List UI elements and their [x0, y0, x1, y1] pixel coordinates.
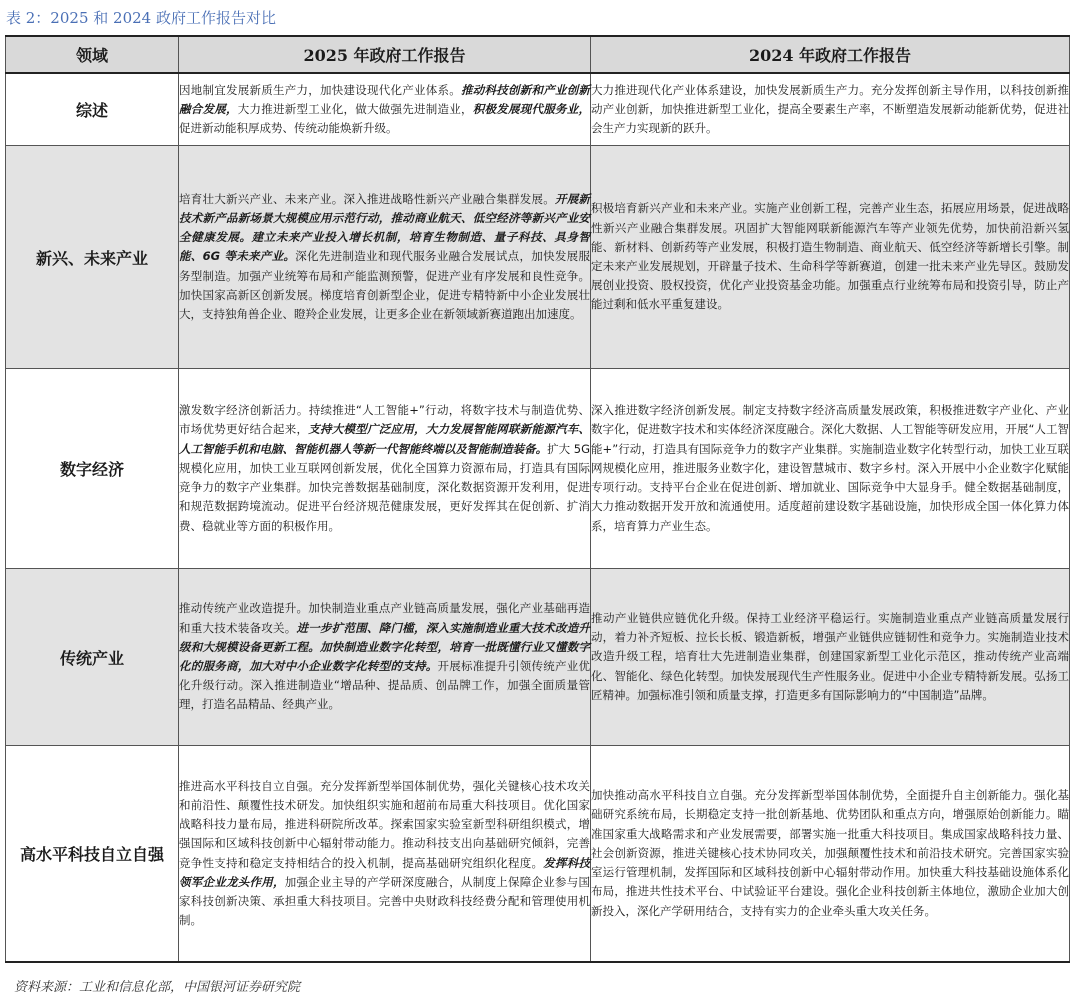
report-2025-cell: [179, 146, 591, 369]
table-row: [6, 73, 1070, 146]
emphasis-text: 积极发展现代服务业，: [472, 101, 590, 116]
body-text: 大力推进新型工业化，做大做强先进制造业，: [237, 101, 473, 116]
report-2025-cell: [179, 746, 591, 963]
report-2024-cell: [591, 146, 1070, 369]
header-domain: 领域: [6, 36, 179, 73]
domain-cell: 综述: [6, 73, 179, 146]
table-row: [6, 146, 1070, 369]
report-2025-cell: [179, 369, 591, 569]
emphasis-text: 进一步扩范围、降门槛，深入实施制造业重大技术改造升级和大规模设备更新工程。加快制造业数字化转型，培育一批既懂行业又懂数字化的服务商，加大对中小企业数字化转型的支持。: [179, 620, 590, 673]
body-text: 促进新动能积厚成势、传统动能焕新升级。: [179, 121, 398, 136]
source-note: 资料来源：工业和信息化部，中国银河证券研究院: [14, 980, 301, 995]
body-text: 加强企业主导的产学研深度融合，从制度上保障企业参与国家科技创新决策、承担重大科技项目。完善中央财政科技经费分配和管理使用机制。: [179, 874, 590, 928]
report-2024-text: 大力推进现代化产业体系建设，加快发展新质生产力。充分发挥创新主导作用，以科技创新推动产业创新，加快推进新型工业化，提高全要素生产率，不断塑造发展新动能新优势，促进社会生产力实现新的跃升。: [591, 82, 1069, 136]
table-row: [6, 746, 1070, 963]
body-text: 深化先进制造业和现代服务业融合发展试点，加快发展服务型制造。加强产业统筹布局和产能监测预警，促进产业有序发展和良性竞争。加快国家高新区创新发展。梯度培育创新型企业，促进专精特新中小企业发展壮大，支持独角兽企业、瞪羚企业发展，让更多企业在新领域新赛道跑出加速度。: [179, 249, 590, 321]
report-2025-cell: [179, 73, 591, 146]
domain-cell: 新兴、未来产业: [6, 146, 179, 369]
table-caption: 表 2：2025 和 2024 政府工作报告对比: [6, 9, 276, 27]
report-2025-cell: [179, 569, 591, 746]
report-2024-cell: [591, 369, 1070, 569]
header-2025: 2025 年政府工作报告: [179, 36, 591, 73]
header-2024: 2024 年政府工作报告: [591, 36, 1070, 73]
table-row: [6, 569, 1070, 746]
body-text: 培育壮大新兴产业、未来产业。深入推进战略性新兴产业融合集群发展。: [179, 191, 555, 206]
report-2025-text: [179, 777, 590, 931]
domain-cell: 传统产业: [6, 569, 179, 746]
body-text: 激发数字经济创新活力。持续推进“人工智能+”行动，将数字技术与制造优势、市场优势更好结合起来，: [179, 403, 590, 437]
report-2024-text: 加快推动高水平科技自立自强。充分发挥新型举国体制优势，全面提升自主创新能力。强化基础研究系统布局，长期稳定支持一批创新基地、优势团队和重点方向，增强原始创新能力。瞄准国家重大战略需求和产业发展需要，部署实施一批重大科技项目。集成国家战略科技力量、社会创新资源，推进关键核心技术协同攻关，加强颠覆性技术和前沿技术研究。完善国家实验室运行管理机制，发挥国际和区域科技创新中心辐射带动作用。加快重大科技基础设施体系化布局，推进共性技术平台、中试验证平台建设。强化企业科技创新主体地位，激励企业加大创新投入，深化产学研用结合，支持有实力的企业牵头重大攻关任务。: [591, 788, 1069, 918]
emphasis-text: 开展新技术新产品新场景大规模应用示范行动，推动商业航天、低空经济等新兴产业安全健康发展。建立未来产业投入增长机制，培育生物制造、量子科技、具身智能、6G 等未来产业。: [179, 191, 590, 264]
table-row: [6, 369, 1070, 569]
body-text: 推进高水平科技自立自强。充分发挥新型举国体制优势，强化关键核心技术攻关和前沿性、颠覆性技术研发。加快组织实施和超前布局重大科技项目。优化国家战略科技力量布局，推进科研院所改革。探索国家实验室新型科研组织模式，增强国际和区域科技创新中心辐射带动能力。推动科技支出向基础研究倾斜，完善竞争性支持和稳定支持相结合的投入机制，提高基础研究组织化程度。: [179, 778, 590, 870]
emphasis-text: 发挥科技领军企业龙头作用，: [179, 855, 590, 889]
report-2025-text: [179, 599, 590, 714]
report-2025-text: [179, 190, 590, 324]
table-header-row: [6, 36, 1070, 73]
body-text: 推动传统产业改造提升。加快制造业重点产业链高质量发展，强化产业基础再造和重大技术装备攻关。: [179, 601, 590, 635]
domain-cell: 高水平科技自立自强: [6, 746, 179, 963]
body-text: 扩大 5G 规模化应用，加快工业互联网创新发展，优化全国算力资源布局，打造具有国际竞争力的数字产业集群。加快完善数据基础制度，深化数据资源开发利用，促进和规范数据跨境流动。促进平台经济规范健康发展，更好发挥其在促创新、扩消费、稳就业等方面的积极作用。: [179, 441, 591, 533]
report-2025-text: [179, 81, 590, 139]
report-2024-text: 推动产业链供应链优化升级。保持工业经济平稳运行。实施制造业重点产业链高质量发展行动，着力补齐短板、拉长长板、锻造新板，增强产业链供应链韧性和竞争力。实施制造业技术改造升级工程，培育壮大先进制造业集群，创建国家新型工业化示范区，推动传统产业高端化、智能化、绿色化转型。加快发展现代生产性服务业。促进中小企业专精特新发展。弘扬工匠精神。加强标准引领和质量支撑，打造更多有国际影响力的“中国制造”品牌。: [591, 610, 1069, 702]
report-2024-cell: [591, 746, 1070, 963]
report-2024-cell: [591, 73, 1070, 146]
emphasis-text: 支持大模型广泛应用，大力发展智能网联新能源汽车、人工智能手机和电脑、智能机器人等新一代智能终端以及智能制造装备。: [179, 422, 590, 456]
report-2024-cell: [591, 569, 1070, 746]
domain-cell: 数字经济: [6, 369, 179, 569]
report-2025-text: [179, 401, 590, 535]
body-text: 因地制宜发展新质生产力，加快建设现代化产业体系。: [179, 82, 461, 97]
emphasis-text: 推动科技创新和产业创新融合发展，: [179, 82, 590, 116]
comparison-table: [5, 35, 1070, 963]
report-2024-text: 积极培育新兴产业和未来产业。实施产业创新工程，完善产业生态，拓展应用场景，促进战略性新兴产业融合集群发展。巩固扩大智能网联新能源汽车等产业领先优势，加快前沿新兴氢能、新材料、创新药等产业发展，积极打造生物制造、商业航天、低空经济等新增长引擎。制定未来产业发展规划，开辟量子技术、生命科学等新赛道，创建一批未来产业先导区。鼓励发展创业投资、股权投资，优化产业投资基金功能。加强重点行业统筹布局和投资引导，防止产能过剩和低水平重复建设。: [591, 201, 1069, 312]
body-text: 开展标准提升引领传统产业优化升级行动。深入推进制造业“增品种、提品质、创品牌工作，加强全面质量管理，打造名品精品、经典产业。: [179, 659, 590, 712]
report-2024-text: 深入推进数字经济创新发展。制定支持数字经济高质量发展政策，积极推进数字产业化、产业数字化，促进数字技术和实体经济深度融合。深化大数据、人工智能等研发应用，开展“人工智能+”行动，打造具有国际竞争力的数字产业集群。实施制造业数字化转型行动，加快工业互联网规模化应用，推进服务业数字化，建设智慧城市、数字乡村。深入开展中小企业数字化赋能专项行动。支持平台企业在促进创新、增加就业、国际竞争中大显身手。健全数据基础制度，大力推动数据开发开放和流通使用。适度超前建设数字基础设施，加快形成全国一体化算力体系，培育算力产业生态。: [591, 403, 1069, 533]
